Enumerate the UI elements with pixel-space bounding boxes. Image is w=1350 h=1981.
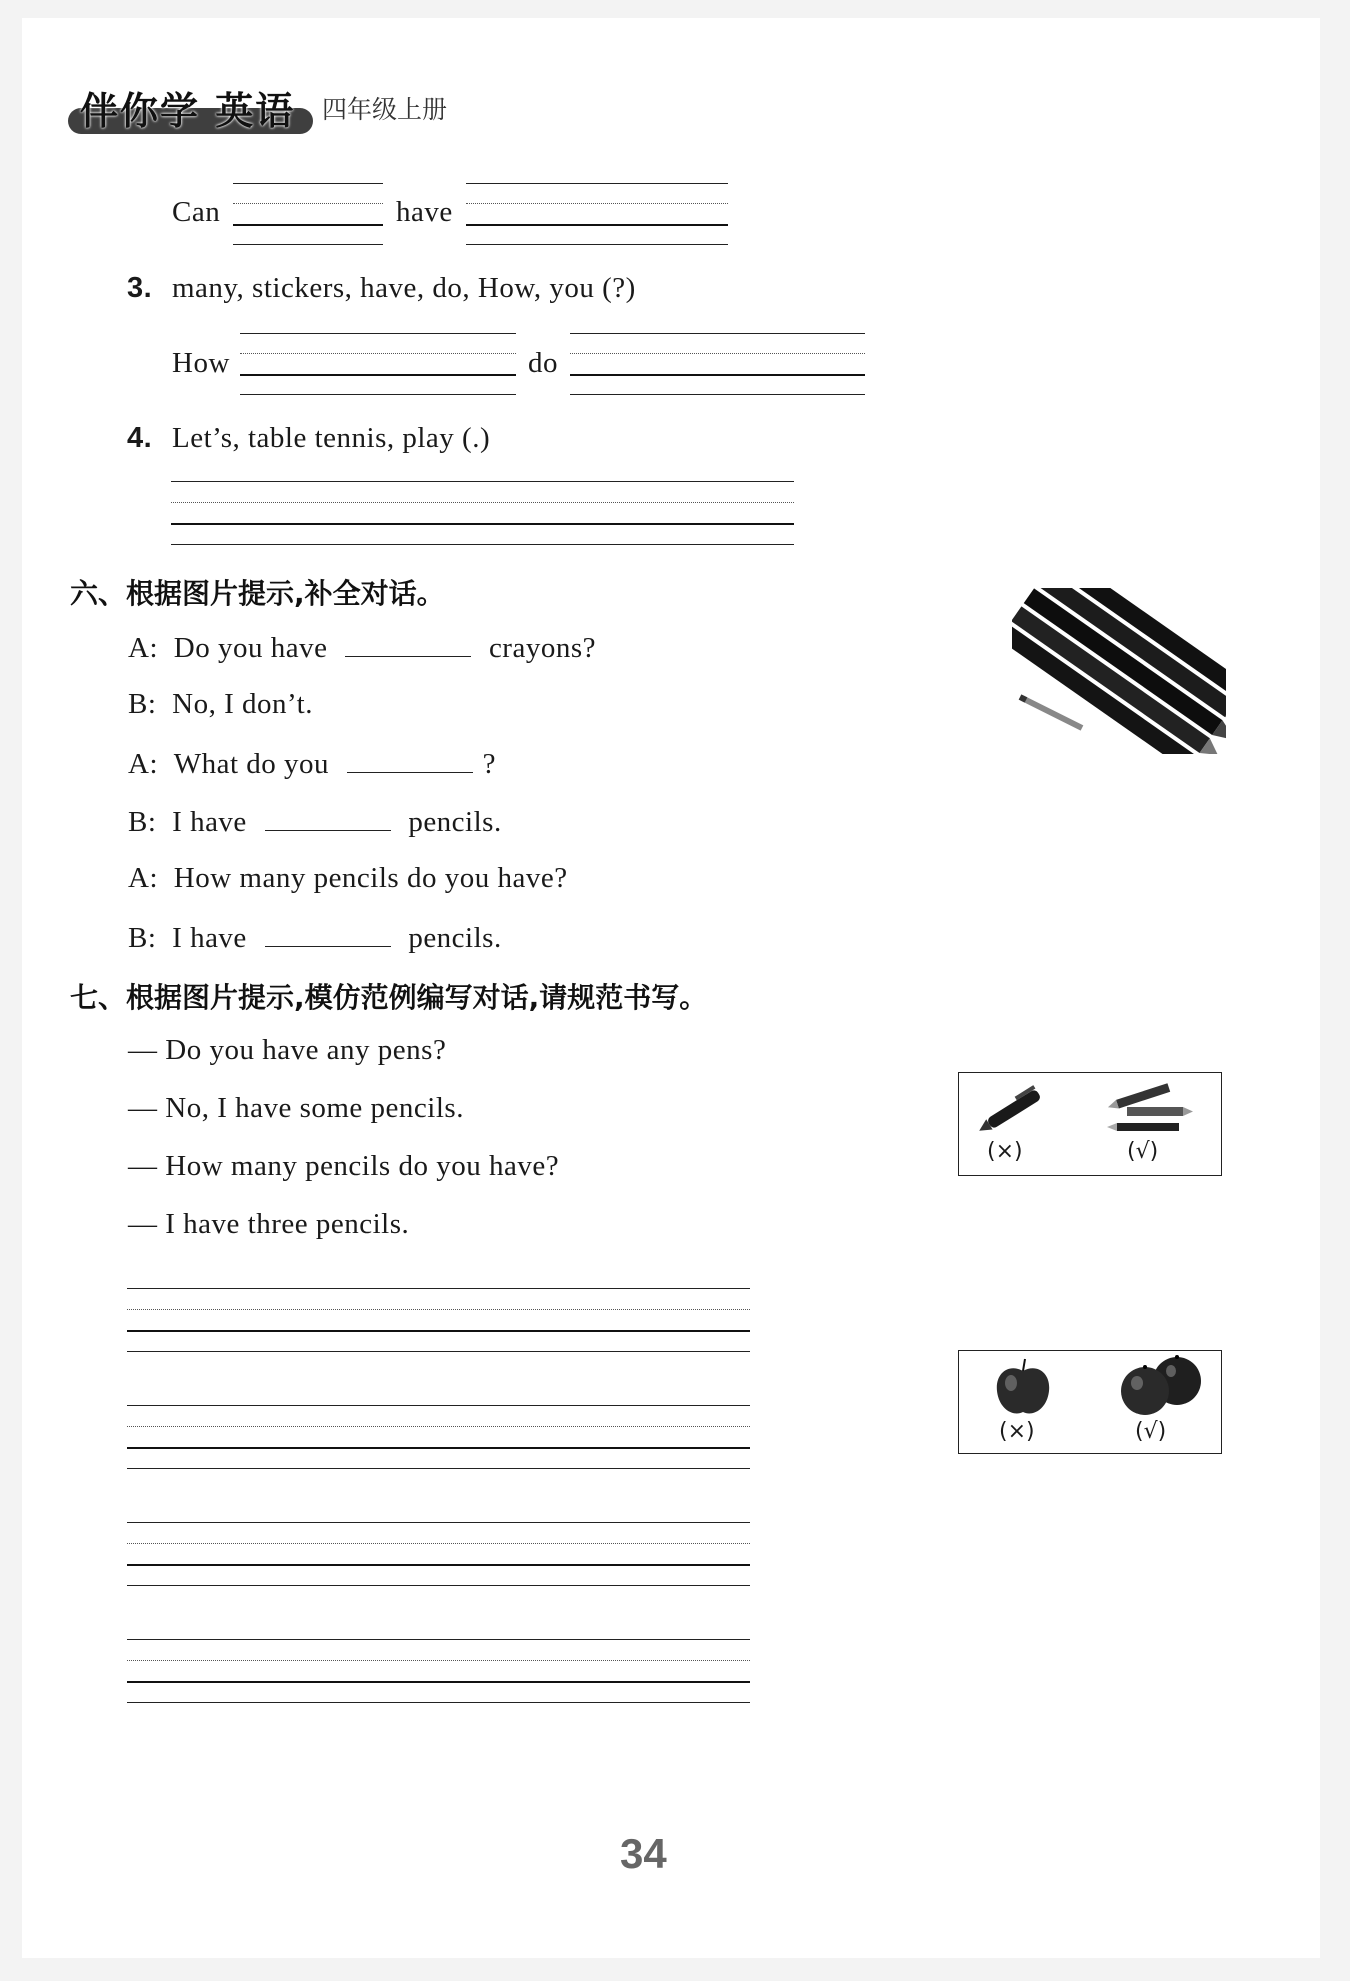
- writing-line: [127, 1351, 750, 1352]
- writing-line: [466, 183, 728, 184]
- answer-blank[interactable]: [345, 630, 471, 657]
- q3-prompt: many, stickers, have, do, How, you (?): [172, 272, 636, 304]
- section6-heading: 六、根据图片提示,补全对话。: [70, 577, 445, 610]
- dialog-text: I have: [172, 922, 247, 954]
- example-line-1: — Do you have any pens?: [128, 1034, 447, 1066]
- dialog-text: pencils.: [408, 806, 502, 838]
- example-line-3: — How many pencils do you have?: [128, 1150, 560, 1182]
- writing-line: [127, 1585, 750, 1586]
- writing-line[interactable]: [233, 224, 383, 226]
- writing-line: [233, 203, 383, 204]
- q3-word-do: do: [528, 347, 558, 379]
- writing-line[interactable]: [570, 374, 865, 376]
- writing-line: [233, 244, 383, 245]
- example-line-4: — I have three pencils.: [128, 1208, 410, 1240]
- writing-line: [466, 244, 728, 245]
- writing-line[interactable]: [127, 1447, 750, 1449]
- writing-line[interactable]: [127, 1564, 750, 1566]
- writing-line: [127, 1288, 750, 1289]
- writing-line: [127, 1426, 750, 1427]
- dialog-text: pencils.: [408, 922, 502, 954]
- dialog-text: What do you: [173, 748, 330, 780]
- writing-line[interactable]: [171, 523, 794, 525]
- dialog-line-1: [128, 630, 596, 665]
- dialog-text: No, I don’t.: [172, 688, 313, 720]
- q3-word-how: How: [172, 347, 230, 379]
- q2-word-have: have: [396, 196, 453, 228]
- dialog-line-5: [128, 862, 568, 895]
- apple-icon: [991, 1357, 1055, 1419]
- check-mark: (√): [1135, 1419, 1167, 1444]
- dialog-text: How many pencils do you have?: [173, 862, 568, 894]
- writing-line: [240, 353, 516, 354]
- writing-line: [127, 1468, 750, 1469]
- writing-line[interactable]: [466, 224, 728, 226]
- dialog-text: ?: [482, 748, 496, 780]
- q3-number: 3.: [127, 272, 153, 304]
- writing-line: [570, 333, 865, 334]
- writing-line[interactable]: [127, 1330, 750, 1332]
- section7-heading: 七、根据图片提示,模仿范例编写对话,请规范书写。: [70, 981, 708, 1014]
- pen-icon: [971, 1079, 1057, 1139]
- writing-line: [466, 203, 728, 204]
- speaker: B:: [128, 806, 157, 838]
- q4-number: 4.: [127, 422, 153, 454]
- dialog-line-2: [128, 688, 313, 721]
- answer-blank[interactable]: [265, 920, 391, 947]
- picture-box-fruit: [958, 1350, 1222, 1454]
- writing-line: [171, 544, 794, 545]
- check-mark: (√): [1127, 1139, 1159, 1164]
- q2-word-can: Can: [172, 196, 221, 228]
- writing-line: [570, 394, 865, 395]
- writing-line: [127, 1405, 750, 1406]
- writing-line: [127, 1660, 750, 1661]
- brand-title: 伴你学 英语: [80, 89, 296, 133]
- writing-line: [171, 481, 794, 482]
- writing-line: [127, 1522, 750, 1523]
- cross-mark: (×): [987, 1139, 1023, 1164]
- speaker: A:: [128, 632, 158, 664]
- dialog-line-3: [128, 746, 496, 781]
- pencils-icon: [1107, 1079, 1199, 1141]
- writing-line[interactable]: [127, 1681, 750, 1683]
- brand-subtitle: 四年级上册: [322, 95, 448, 124]
- oranges-icon: [1115, 1353, 1205, 1419]
- cross-mark: (×): [999, 1419, 1035, 1444]
- picture-box-pens: [958, 1072, 1222, 1176]
- writing-line: [240, 333, 516, 334]
- answer-blank[interactable]: [347, 746, 473, 773]
- speaker: A:: [128, 862, 158, 894]
- writing-line: [127, 1639, 750, 1640]
- page-number: 34: [620, 1830, 667, 1877]
- dialog-text: I have: [172, 806, 247, 838]
- q4-prompt: Let’s, table tennis, play (.): [172, 422, 491, 454]
- dialog-text: crayons?: [488, 632, 596, 664]
- dialog-text: Do you have: [173, 632, 328, 664]
- writing-line: [127, 1309, 750, 1310]
- writing-line: [570, 353, 865, 354]
- dialog-line-4: [128, 804, 502, 839]
- dialog-line-6: [128, 920, 502, 955]
- example-line-2: — No, I have some pencils.: [128, 1092, 464, 1124]
- writing-line: [171, 502, 794, 503]
- writing-line: [240, 394, 516, 395]
- pencils-bundle-icon: [1012, 588, 1226, 754]
- speaker: A:: [128, 748, 158, 780]
- writing-line: [127, 1543, 750, 1544]
- speaker: B:: [128, 688, 157, 720]
- writing-line: [233, 183, 383, 184]
- answer-blank[interactable]: [265, 804, 391, 831]
- writing-line: [127, 1702, 750, 1703]
- speaker: B:: [128, 922, 157, 954]
- writing-line[interactable]: [240, 374, 516, 376]
